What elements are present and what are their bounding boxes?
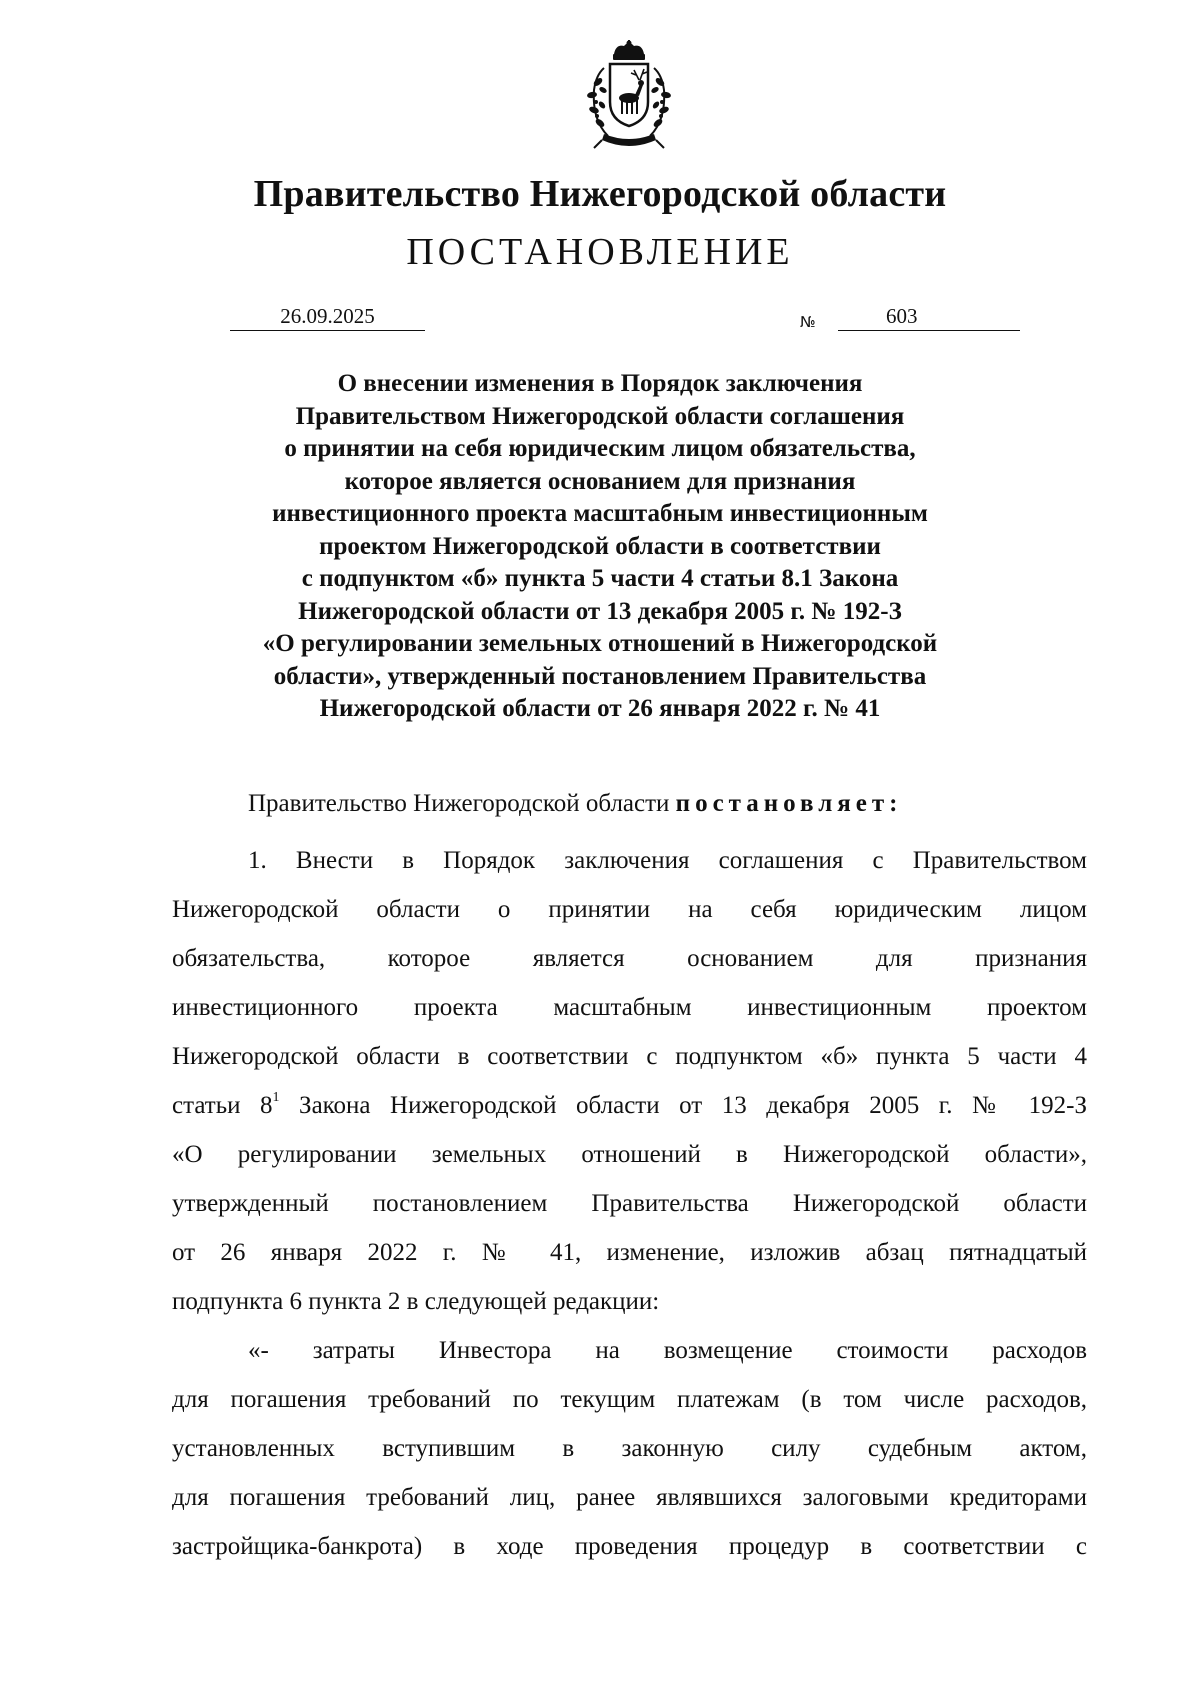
intro-text: Правительство Нижегородской области <box>248 790 676 817</box>
coat-of-arms-icon <box>574 40 684 155</box>
paragraph-line: застройщика-банкрота) в ходе проведения процедур в соответствии с <box>172 1533 1087 1560</box>
document-type: ПОСТАНОВЛЕНИЕ <box>406 231 794 273</box>
document-number-field <box>838 304 1020 331</box>
document-subject <box>200 368 1000 726</box>
resolution-intro <box>248 790 1163 818</box>
subject-line: инвестиционного проекта масштабным инвестиционным <box>272 500 928 527</box>
document-number: 603 <box>886 304 918 328</box>
paragraph-line: «О регулировании земельных отношений в Нижегородской области», <box>172 1141 1087 1168</box>
paragraph-line: подпункта 6 пункта 2 в следующей редакции: <box>172 1288 660 1315</box>
article-line-rest: Закона Нижегородской области от 13 декабря 2005 г. № 192-З <box>279 1092 1087 1119</box>
intro-resolves: постановляет: <box>675 790 903 817</box>
subject-line: с подпунктом «б» пункта 5 части 4 статьи 8.1 Закона <box>301 565 899 592</box>
paragraph-line: 1. Внести в Порядок заключения соглашения с Правительством <box>248 847 1087 874</box>
paragraph-line: «- затраты Инвестора на возмещение стоимости расходов <box>248 1337 1087 1364</box>
resolution-paragraph <box>172 836 1087 1571</box>
paragraph-line: инвестиционного проекта масштабным инвестиционным проектом <box>172 994 1087 1021</box>
paragraph-line: для погашения требований лиц, ранее являвшихся залоговыми кредиторами <box>172 1484 1087 1511</box>
paragraph-line: утвержденный постановлением Правительства Нижегородской области <box>172 1190 1087 1217</box>
paragraph-line: от 26 января 2022 г. № 41, изменение, изложив абзац пятнадцатый <box>172 1239 1087 1266</box>
subject-line: «О регулировании земельных отношений в Нижегородской <box>262 630 938 657</box>
article-text: статьи 8 <box>172 1092 273 1119</box>
organization-title: Правительство Нижегородской области <box>253 173 947 215</box>
document-date: 26.09.2025 <box>230 304 425 331</box>
paragraph-line-article <box>172 1081 1087 1130</box>
subject-line: которое является основанием для признания <box>344 467 856 495</box>
subject-line: проектом Нижегородской области в соответствии <box>319 532 881 560</box>
subject-line: О внесении изменения в Порядок заключения <box>337 370 863 397</box>
subject-line: Нижегородской области от 13 декабря 2005 г. № 192-З <box>298 597 902 625</box>
paragraph-line: Нижегородской области о принятии на себя юридическим лицом <box>172 896 1087 923</box>
paragraph-line: Нижегородской области в соответствии с подпунктом «б» пункта 5 части 4 <box>172 1043 1087 1070</box>
paragraph-line: установленных вступившим в законную силу судебным актом, <box>172 1435 1087 1462</box>
paragraph-line: обязательства, которое является основанием для признания <box>172 945 1087 972</box>
paragraph-line: для погашения требований по текущим платежам (в том числе расходов, <box>172 1386 1087 1413</box>
subject-line: Нижегородской области от 26 января 2022 г. № 41 <box>319 695 881 722</box>
article-superscript: 1 <box>272 1090 280 1105</box>
subject-line: области», утвержденный постановлением Правительства <box>273 662 927 690</box>
subject-line: Правительством Нижегородской области соглашения <box>295 402 905 430</box>
subject-line: о принятии на себя юридическим лицом обязательства, <box>284 435 916 462</box>
number-sign: № <box>800 313 816 331</box>
